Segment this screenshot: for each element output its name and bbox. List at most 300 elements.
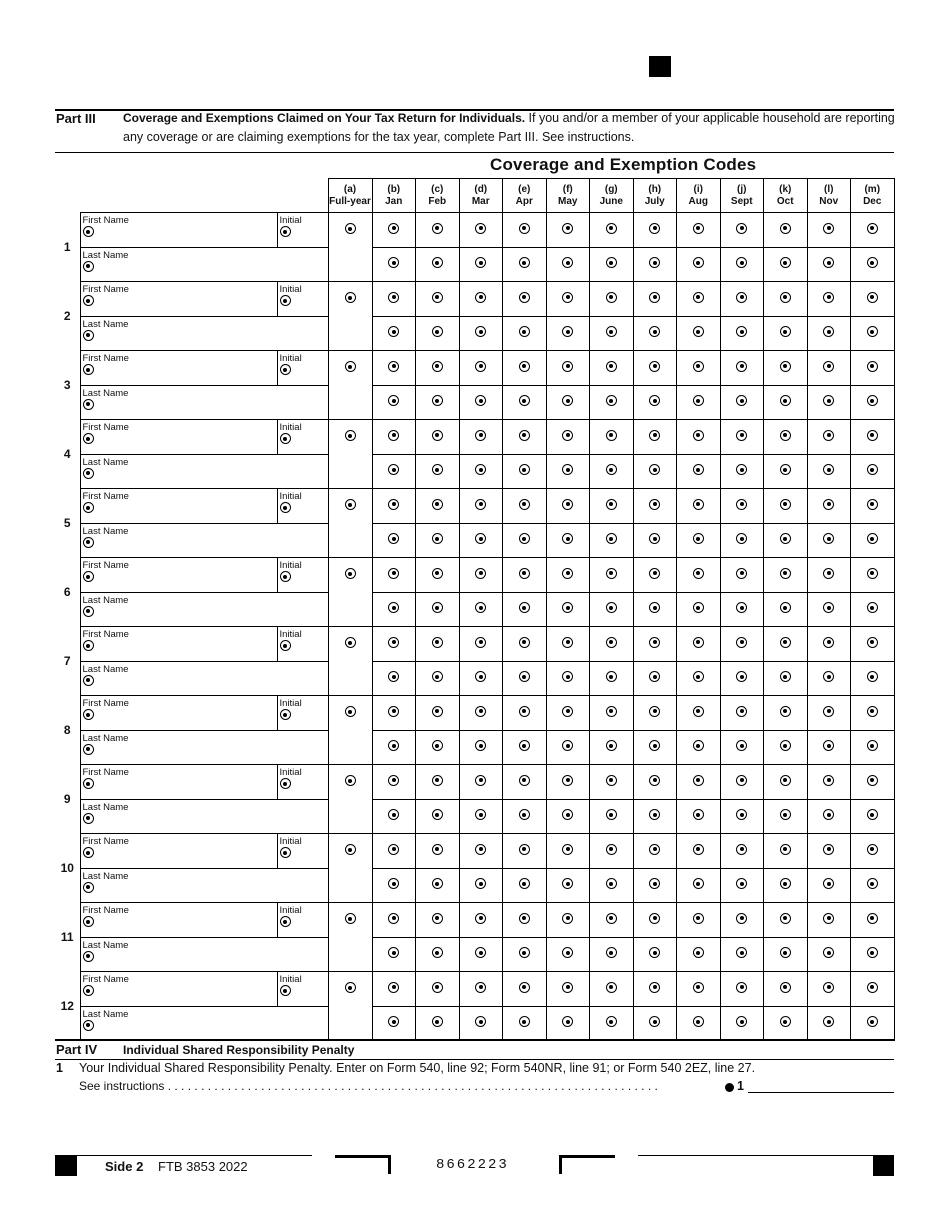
code-marker-icon[interactable] xyxy=(388,568,399,579)
month-code-aug[interactable] xyxy=(677,765,721,800)
field-marker-icon[interactable] xyxy=(280,778,291,789)
month-code-feb[interactable] xyxy=(416,834,460,869)
code-marker-icon[interactable] xyxy=(519,395,530,406)
code-marker-icon[interactable] xyxy=(432,947,443,958)
code-marker-icon[interactable] xyxy=(606,947,617,958)
month-code-june[interactable] xyxy=(590,420,634,455)
month-code-mar[interactable] xyxy=(459,489,503,524)
month-code-sept[interactable] xyxy=(720,282,764,317)
code-marker-icon[interactable] xyxy=(519,982,530,993)
month-code-apr[interactable] xyxy=(503,868,547,903)
code-marker-icon[interactable] xyxy=(823,740,834,751)
code-marker-icon[interactable] xyxy=(606,568,617,579)
code-marker-icon[interactable] xyxy=(649,947,660,958)
month-code-dec[interactable] xyxy=(851,282,895,317)
month-code-nov[interactable] xyxy=(807,523,851,558)
code-marker-icon[interactable] xyxy=(388,1016,399,1027)
initial-field[interactable] xyxy=(277,420,328,455)
code-marker-icon[interactable] xyxy=(649,257,660,268)
month-code-dec[interactable] xyxy=(851,523,895,558)
month-code-aug[interactable] xyxy=(677,868,721,903)
month-code-jan[interactable] xyxy=(372,489,416,524)
month-code-may[interactable] xyxy=(546,592,590,627)
code-marker-icon[interactable] xyxy=(867,740,878,751)
month-code-dec[interactable] xyxy=(851,834,895,869)
month-code-aug[interactable] xyxy=(677,316,721,351)
first-name-field[interactable] xyxy=(80,351,277,386)
month-code-sept[interactable] xyxy=(720,213,764,248)
code-marker-icon[interactable] xyxy=(823,223,834,234)
month-code-dec[interactable] xyxy=(851,868,895,903)
last-name-field[interactable] xyxy=(80,661,328,696)
code-marker-icon[interactable] xyxy=(693,499,704,510)
full-year-code[interactable] xyxy=(328,558,372,593)
field-marker-icon[interactable] xyxy=(83,778,94,789)
code-marker-icon[interactable] xyxy=(823,1016,834,1027)
code-marker-icon[interactable] xyxy=(649,775,660,786)
code-marker-icon[interactable] xyxy=(562,637,573,648)
code-marker-icon[interactable] xyxy=(823,809,834,820)
code-marker-icon[interactable] xyxy=(432,706,443,717)
code-marker-icon[interactable] xyxy=(388,602,399,613)
code-marker-icon[interactable] xyxy=(780,878,791,889)
month-code-jan[interactable] xyxy=(372,282,416,317)
code-marker-icon[interactable] xyxy=(388,257,399,268)
initial-field[interactable] xyxy=(277,627,328,662)
month-code-june[interactable] xyxy=(590,385,634,420)
code-marker-icon[interactable] xyxy=(388,326,399,337)
code-marker-icon[interactable] xyxy=(736,947,747,958)
first-name-field[interactable] xyxy=(80,972,277,1007)
month-code-may[interactable] xyxy=(546,316,590,351)
code-marker-icon[interactable] xyxy=(693,844,704,855)
code-marker-icon[interactable] xyxy=(823,947,834,958)
code-marker-icon[interactable] xyxy=(823,602,834,613)
month-code-oct[interactable] xyxy=(764,834,808,869)
code-marker-icon[interactable] xyxy=(693,671,704,682)
month-code-sept[interactable] xyxy=(720,972,764,1007)
month-code-dec[interactable] xyxy=(851,661,895,696)
code-marker-icon[interactable] xyxy=(867,913,878,924)
month-code-june[interactable] xyxy=(590,213,634,248)
code-marker-icon[interactable] xyxy=(823,568,834,579)
code-marker-icon[interactable] xyxy=(475,671,486,682)
month-code-june[interactable] xyxy=(590,1006,634,1041)
code-marker-icon[interactable] xyxy=(519,568,530,579)
month-code-feb[interactable] xyxy=(416,730,460,765)
code-marker-icon[interactable] xyxy=(388,775,399,786)
code-marker-icon[interactable] xyxy=(736,671,747,682)
month-code-aug[interactable] xyxy=(677,661,721,696)
month-code-jan[interactable] xyxy=(372,558,416,593)
code-marker-icon[interactable] xyxy=(823,913,834,924)
code-marker-icon[interactable] xyxy=(693,464,704,475)
month-code-nov[interactable] xyxy=(807,903,851,938)
code-marker-icon[interactable] xyxy=(519,775,530,786)
code-marker-icon[interactable] xyxy=(475,292,486,303)
code-marker-icon[interactable] xyxy=(736,775,747,786)
month-code-feb[interactable] xyxy=(416,799,460,834)
code-marker-icon[interactable] xyxy=(736,292,747,303)
code-marker-icon[interactable] xyxy=(823,878,834,889)
month-code-sept[interactable] xyxy=(720,558,764,593)
field-marker-icon[interactable] xyxy=(83,295,94,306)
code-marker-icon[interactable] xyxy=(606,292,617,303)
code-marker-icon[interactable] xyxy=(475,844,486,855)
month-code-oct[interactable] xyxy=(764,1006,808,1041)
month-code-sept[interactable] xyxy=(720,351,764,386)
code-marker-icon[interactable] xyxy=(736,568,747,579)
code-marker-icon[interactable] xyxy=(649,740,660,751)
month-code-sept[interactable] xyxy=(720,489,764,524)
month-code-apr[interactable] xyxy=(503,489,547,524)
month-code-dec[interactable] xyxy=(851,213,895,248)
code-marker-icon[interactable] xyxy=(519,947,530,958)
month-code-apr[interactable] xyxy=(503,558,547,593)
code-marker-icon[interactable] xyxy=(867,292,878,303)
code-marker-icon[interactable] xyxy=(432,671,443,682)
code-marker-icon[interactable] xyxy=(823,464,834,475)
month-code-apr[interactable] xyxy=(503,765,547,800)
full-year-code[interactable] xyxy=(328,351,372,386)
field-marker-icon[interactable] xyxy=(83,985,94,996)
code-marker-icon[interactable] xyxy=(345,982,356,993)
code-marker-icon[interactable] xyxy=(606,223,617,234)
code-marker-icon[interactable] xyxy=(475,533,486,544)
month-code-nov[interactable] xyxy=(807,454,851,489)
month-code-jan[interactable] xyxy=(372,523,416,558)
month-code-june[interactable] xyxy=(590,558,634,593)
month-code-aug[interactable] xyxy=(677,420,721,455)
month-code-oct[interactable] xyxy=(764,972,808,1007)
code-marker-icon[interactable] xyxy=(780,499,791,510)
code-marker-icon[interactable] xyxy=(823,671,834,682)
month-code-sept[interactable] xyxy=(720,868,764,903)
code-marker-icon[interactable] xyxy=(649,637,660,648)
month-code-june[interactable] xyxy=(590,696,634,731)
month-code-jan[interactable] xyxy=(372,834,416,869)
last-name-field[interactable] xyxy=(80,937,328,972)
code-marker-icon[interactable] xyxy=(345,361,356,372)
code-marker-icon[interactable] xyxy=(562,706,573,717)
code-marker-icon[interactable] xyxy=(649,671,660,682)
code-marker-icon[interactable] xyxy=(649,361,660,372)
code-marker-icon[interactable] xyxy=(780,223,791,234)
month-code-mar[interactable] xyxy=(459,765,503,800)
month-code-mar[interactable] xyxy=(459,834,503,869)
month-code-sept[interactable] xyxy=(720,1006,764,1041)
month-code-mar[interactable] xyxy=(459,247,503,282)
last-name-field[interactable] xyxy=(80,247,328,282)
code-marker-icon[interactable] xyxy=(388,982,399,993)
month-code-jan[interactable] xyxy=(372,351,416,386)
code-marker-icon[interactable] xyxy=(693,533,704,544)
code-marker-icon[interactable] xyxy=(432,223,443,234)
month-code-apr[interactable] xyxy=(503,282,547,317)
month-code-jan[interactable] xyxy=(372,1006,416,1041)
code-marker-icon[interactable] xyxy=(693,361,704,372)
code-marker-icon[interactable] xyxy=(475,395,486,406)
code-marker-icon[interactable] xyxy=(649,982,660,993)
month-code-jan[interactable] xyxy=(372,903,416,938)
last-name-field[interactable] xyxy=(80,454,328,489)
code-marker-icon[interactable] xyxy=(432,430,443,441)
code-marker-icon[interactable] xyxy=(649,568,660,579)
code-marker-icon[interactable] xyxy=(606,395,617,406)
month-code-oct[interactable] xyxy=(764,937,808,972)
code-marker-icon[interactable] xyxy=(388,499,399,510)
last-name-field[interactable] xyxy=(80,385,328,420)
month-code-may[interactable] xyxy=(546,213,590,248)
code-marker-icon[interactable] xyxy=(388,430,399,441)
code-marker-icon[interactable] xyxy=(519,1016,530,1027)
code-marker-icon[interactable] xyxy=(693,982,704,993)
code-marker-icon[interactable] xyxy=(432,809,443,820)
month-code-apr[interactable] xyxy=(503,213,547,248)
month-code-oct[interactable] xyxy=(764,592,808,627)
month-code-june[interactable] xyxy=(590,868,634,903)
month-code-july[interactable] xyxy=(633,558,677,593)
month-code-nov[interactable] xyxy=(807,730,851,765)
month-code-dec[interactable] xyxy=(851,972,895,1007)
code-marker-icon[interactable] xyxy=(388,395,399,406)
month-code-may[interactable] xyxy=(546,627,590,662)
month-code-nov[interactable] xyxy=(807,696,851,731)
first-name-field[interactable] xyxy=(80,282,277,317)
code-marker-icon[interactable] xyxy=(649,844,660,855)
field-marker-icon[interactable] xyxy=(83,709,94,720)
code-marker-icon[interactable] xyxy=(693,257,704,268)
field-marker-icon[interactable] xyxy=(280,364,291,375)
code-marker-icon[interactable] xyxy=(823,533,834,544)
month-code-feb[interactable] xyxy=(416,213,460,248)
field-marker-icon[interactable] xyxy=(280,916,291,927)
month-code-nov[interactable] xyxy=(807,420,851,455)
code-marker-icon[interactable] xyxy=(345,706,356,717)
month-code-feb[interactable] xyxy=(416,592,460,627)
code-marker-icon[interactable] xyxy=(519,257,530,268)
month-code-may[interactable] xyxy=(546,661,590,696)
month-code-mar[interactable] xyxy=(459,592,503,627)
month-code-july[interactable] xyxy=(633,661,677,696)
code-marker-icon[interactable] xyxy=(388,223,399,234)
month-code-apr[interactable] xyxy=(503,696,547,731)
full-year-code[interactable] xyxy=(328,489,372,524)
code-marker-icon[interactable] xyxy=(519,430,530,441)
month-code-jan[interactable] xyxy=(372,213,416,248)
field-marker-icon[interactable] xyxy=(280,295,291,306)
full-year-code[interactable] xyxy=(328,903,372,938)
code-marker-icon[interactable] xyxy=(780,292,791,303)
code-marker-icon[interactable] xyxy=(606,1016,617,1027)
last-name-field[interactable] xyxy=(80,523,328,558)
month-code-mar[interactable] xyxy=(459,420,503,455)
code-marker-icon[interactable] xyxy=(475,1016,486,1027)
month-code-nov[interactable] xyxy=(807,592,851,627)
month-code-jan[interactable] xyxy=(372,937,416,972)
code-marker-icon[interactable] xyxy=(693,637,704,648)
month-code-july[interactable] xyxy=(633,799,677,834)
initial-field[interactable] xyxy=(277,834,328,869)
full-year-code[interactable] xyxy=(328,765,372,800)
month-code-july[interactable] xyxy=(633,1006,677,1041)
month-code-june[interactable] xyxy=(590,454,634,489)
month-code-sept[interactable] xyxy=(720,765,764,800)
month-code-nov[interactable] xyxy=(807,765,851,800)
month-code-apr[interactable] xyxy=(503,834,547,869)
code-marker-icon[interactable] xyxy=(649,533,660,544)
code-marker-icon[interactable] xyxy=(519,671,530,682)
month-code-may[interactable] xyxy=(546,558,590,593)
code-marker-icon[interactable] xyxy=(432,1016,443,1027)
month-code-feb[interactable] xyxy=(416,937,460,972)
month-code-mar[interactable] xyxy=(459,213,503,248)
field-marker-icon[interactable] xyxy=(83,1020,94,1031)
month-code-oct[interactable] xyxy=(764,730,808,765)
penalty-amount-field[interactable] xyxy=(748,1092,894,1093)
month-code-feb[interactable] xyxy=(416,351,460,386)
month-code-mar[interactable] xyxy=(459,523,503,558)
code-marker-icon[interactable] xyxy=(867,878,878,889)
code-marker-icon[interactable] xyxy=(562,430,573,441)
code-marker-icon[interactable] xyxy=(562,809,573,820)
month-code-nov[interactable] xyxy=(807,972,851,1007)
month-code-aug[interactable] xyxy=(677,351,721,386)
month-code-sept[interactable] xyxy=(720,903,764,938)
month-code-may[interactable] xyxy=(546,834,590,869)
code-marker-icon[interactable] xyxy=(475,878,486,889)
month-code-oct[interactable] xyxy=(764,385,808,420)
field-marker-icon[interactable] xyxy=(280,226,291,237)
code-marker-icon[interactable] xyxy=(780,464,791,475)
month-code-aug[interactable] xyxy=(677,213,721,248)
month-code-feb[interactable] xyxy=(416,1006,460,1041)
code-marker-icon[interactable] xyxy=(562,464,573,475)
field-marker-icon[interactable] xyxy=(83,537,94,548)
field-marker-icon[interactable] xyxy=(83,916,94,927)
month-code-apr[interactable] xyxy=(503,523,547,558)
month-code-oct[interactable] xyxy=(764,661,808,696)
code-marker-icon[interactable] xyxy=(519,292,530,303)
month-code-july[interactable] xyxy=(633,454,677,489)
month-code-jan[interactable] xyxy=(372,385,416,420)
code-marker-icon[interactable] xyxy=(649,395,660,406)
full-year-code[interactable] xyxy=(328,627,372,662)
code-marker-icon[interactable] xyxy=(780,913,791,924)
month-code-june[interactable] xyxy=(590,661,634,696)
month-code-nov[interactable] xyxy=(807,937,851,972)
code-marker-icon[interactable] xyxy=(867,568,878,579)
code-marker-icon[interactable] xyxy=(475,982,486,993)
month-code-aug[interactable] xyxy=(677,834,721,869)
month-code-feb[interactable] xyxy=(416,282,460,317)
month-code-oct[interactable] xyxy=(764,523,808,558)
month-code-july[interactable] xyxy=(633,868,677,903)
month-code-aug[interactable] xyxy=(677,454,721,489)
code-marker-icon[interactable] xyxy=(432,361,443,372)
code-marker-icon[interactable] xyxy=(562,568,573,579)
code-marker-icon[interactable] xyxy=(388,878,399,889)
code-marker-icon[interactable] xyxy=(823,706,834,717)
code-marker-icon[interactable] xyxy=(693,1016,704,1027)
code-marker-icon[interactable] xyxy=(562,326,573,337)
code-marker-icon[interactable] xyxy=(823,775,834,786)
month-code-jan[interactable] xyxy=(372,592,416,627)
month-code-june[interactable] xyxy=(590,282,634,317)
code-marker-icon[interactable] xyxy=(649,499,660,510)
field-marker-icon[interactable] xyxy=(83,813,94,824)
month-code-sept[interactable] xyxy=(720,523,764,558)
code-marker-icon[interactable] xyxy=(519,637,530,648)
month-code-dec[interactable] xyxy=(851,247,895,282)
month-code-mar[interactable] xyxy=(459,903,503,938)
field-marker-icon[interactable] xyxy=(280,502,291,513)
first-name-field[interactable] xyxy=(80,420,277,455)
code-marker-icon[interactable] xyxy=(606,671,617,682)
code-marker-icon[interactable] xyxy=(693,809,704,820)
code-marker-icon[interactable] xyxy=(519,499,530,510)
code-marker-icon[interactable] xyxy=(345,499,356,510)
code-marker-icon[interactable] xyxy=(519,602,530,613)
month-code-dec[interactable] xyxy=(851,799,895,834)
month-code-may[interactable] xyxy=(546,868,590,903)
month-code-dec[interactable] xyxy=(851,558,895,593)
code-marker-icon[interactable] xyxy=(693,326,704,337)
month-code-may[interactable] xyxy=(546,385,590,420)
month-code-mar[interactable] xyxy=(459,937,503,972)
month-code-dec[interactable] xyxy=(851,730,895,765)
month-code-july[interactable] xyxy=(633,937,677,972)
code-marker-icon[interactable] xyxy=(475,602,486,613)
month-code-july[interactable] xyxy=(633,696,677,731)
code-marker-icon[interactable] xyxy=(780,809,791,820)
code-marker-icon[interactable] xyxy=(345,775,356,786)
month-code-sept[interactable] xyxy=(720,627,764,662)
month-code-june[interactable] xyxy=(590,592,634,627)
code-marker-icon[interactable] xyxy=(693,292,704,303)
month-code-nov[interactable] xyxy=(807,799,851,834)
month-code-jan[interactable] xyxy=(372,696,416,731)
code-marker-icon[interactable] xyxy=(388,533,399,544)
code-marker-icon[interactable] xyxy=(606,809,617,820)
code-marker-icon[interactable] xyxy=(345,913,356,924)
month-code-dec[interactable] xyxy=(851,351,895,386)
code-marker-icon[interactable] xyxy=(519,706,530,717)
month-code-dec[interactable] xyxy=(851,627,895,662)
field-marker-icon[interactable] xyxy=(83,330,94,341)
month-code-feb[interactable] xyxy=(416,661,460,696)
code-marker-icon[interactable] xyxy=(649,809,660,820)
full-year-code[interactable] xyxy=(328,834,372,869)
month-code-sept[interactable] xyxy=(720,937,764,972)
code-marker-icon[interactable] xyxy=(867,947,878,958)
field-marker-icon[interactable] xyxy=(280,640,291,651)
field-marker-icon[interactable] xyxy=(83,951,94,962)
code-marker-icon[interactable] xyxy=(562,947,573,958)
code-marker-icon[interactable] xyxy=(780,1016,791,1027)
code-marker-icon[interactable] xyxy=(606,533,617,544)
field-marker-icon[interactable] xyxy=(280,571,291,582)
month-code-aug[interactable] xyxy=(677,282,721,317)
code-marker-icon[interactable] xyxy=(519,326,530,337)
code-marker-icon[interactable] xyxy=(780,430,791,441)
month-code-apr[interactable] xyxy=(503,937,547,972)
month-code-jan[interactable] xyxy=(372,972,416,1007)
month-code-nov[interactable] xyxy=(807,247,851,282)
month-code-july[interactable] xyxy=(633,903,677,938)
code-marker-icon[interactable] xyxy=(780,947,791,958)
month-code-june[interactable] xyxy=(590,834,634,869)
